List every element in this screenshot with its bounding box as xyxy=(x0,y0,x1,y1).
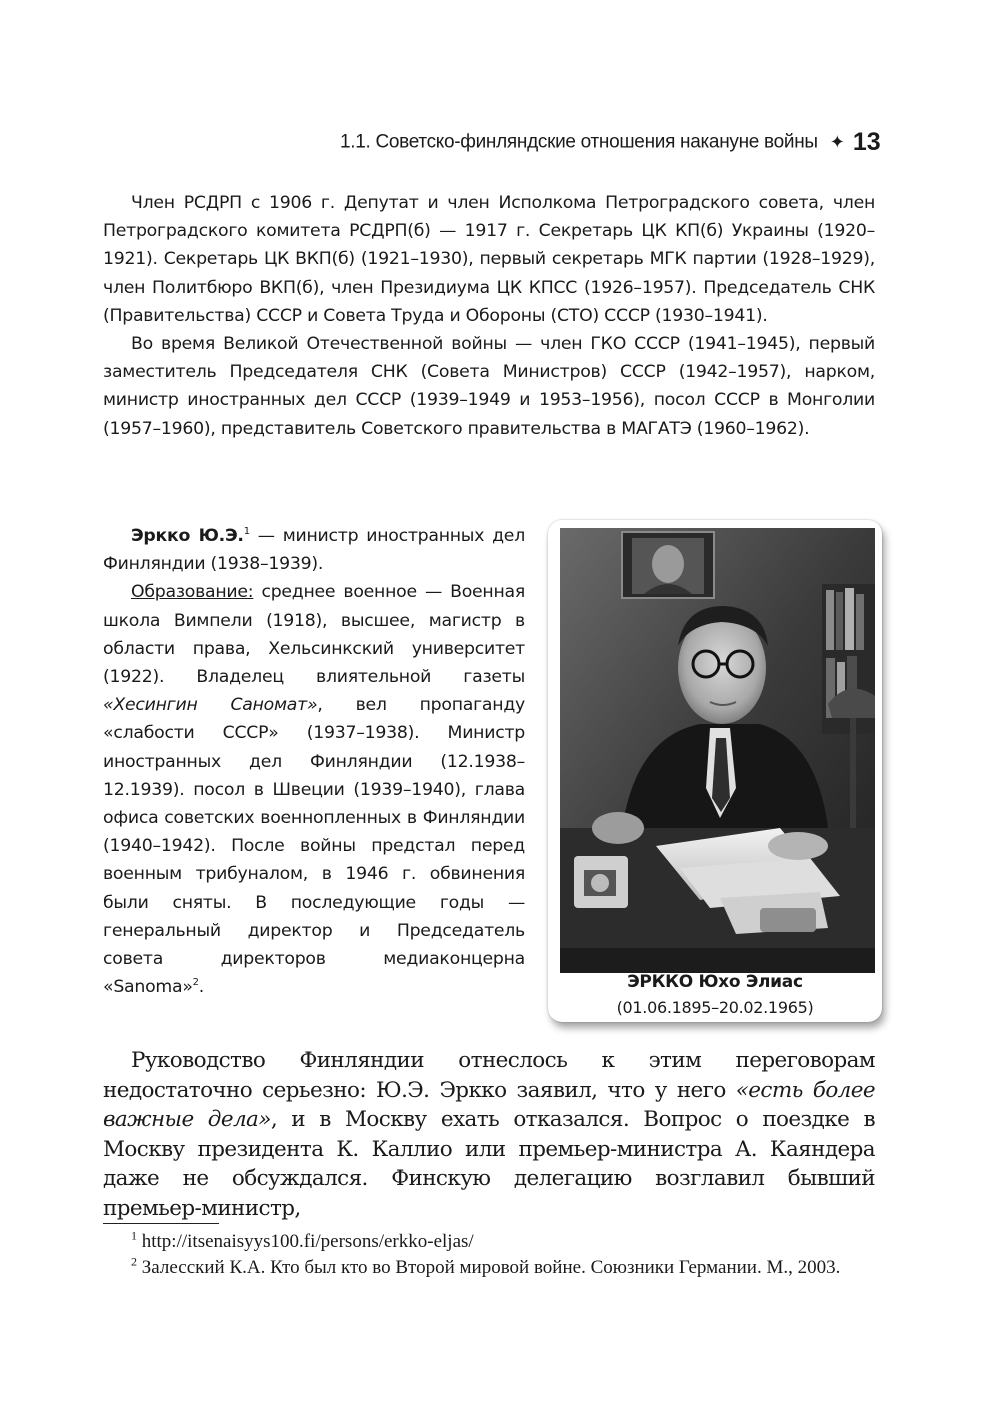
main-text: Руководство Финляндии отнеслось к этим переговорам недостаточно серьезно: Ю.Э. Эркко заявил, что у него xyxy=(103,1048,875,1103)
molotov-biography xyxy=(103,189,875,443)
footnote-divider xyxy=(103,1223,219,1224)
footnote xyxy=(103,1229,875,1255)
newspaper-name: «Хесингин Саномат» xyxy=(103,695,318,716)
footnote-number: 1 xyxy=(131,1228,137,1243)
erkko-role: — министр иностранных дел Финляндии (1938–1939). xyxy=(103,526,525,575)
portrait-card xyxy=(548,520,882,1022)
footnote-number: 2 xyxy=(131,1254,137,1269)
main-paragraph xyxy=(103,1046,875,1223)
education-label: Образование: xyxy=(131,582,254,603)
erkko-text-end: . xyxy=(198,977,205,998)
erkko-text: среднее военное — Военная школа Вимпели (1918), высшее, магистр в области права, Хельсинкский университет (1922). Владелец влиятельной газеты xyxy=(103,582,525,688)
photo-caption-name: ЭРККО Юхо Элиас xyxy=(627,972,803,992)
main-text: , и в Москву ехать отказался. Вопрос о поездке в Москву президента К. Каллио или премьер-министра А. Каяндера даже не обсуждался. Финскую делегацию возглавил бывший премьер-министр, xyxy=(103,1107,875,1221)
footnote-text: Залесский К.А. Кто был кто во Второй мировой войне. Союзники Германии. М., 2003. xyxy=(137,1257,841,1278)
erkko-biography xyxy=(103,522,525,1001)
running-header xyxy=(340,128,881,162)
bio-paragraph: Во время Великой Отечественной войны — член ГКО СССР (1941–1945), первый заместитель Председателя СНК (Совета Министров) СССР (1942–1957), нарком, министр иностранных дел СССР (1939–1949 и 1953–1956), посол СССР в Монголии (1957–1960), представитель Советского правительства в МАГАТЭ (1960–1962). xyxy=(103,334,875,439)
footnotes xyxy=(103,1229,875,1281)
erkko-intro xyxy=(103,522,525,578)
bio-paragraph: Член РСДРП с 1906 г. Депутат и член Исполкома Петроградского совета, член Петроградского комитета РСДРП(б) — 1917 г. Секретарь ЦК КП(б) Украины (1920–1921). Секретарь ЦК ВКП(б) (1921–1930), первый секретарь МГК партии (1928–1929), член Политбюро ВКП(б), член Президиума ЦК КПСС (1926–1957). Председатель СНК (Правительства) СССР и Совета Труда и Обороны (СТО) СССР (1930–1941). xyxy=(103,193,875,326)
footnote xyxy=(103,1255,875,1281)
quote: «есть более важные дела» xyxy=(103,1077,875,1132)
footnote-link[interactable]: http://itsenaisyys100.fi/persons/erkko-eljas/ xyxy=(137,1231,474,1252)
footnote-ref: 1 xyxy=(243,526,250,538)
erkko-details xyxy=(103,578,525,1001)
erkko-name: Эркко Ю.Э. xyxy=(131,526,244,546)
chapter-title: 1.1. Советско-финляндские отношения накануне войны xyxy=(340,131,818,153)
footnote-ref: 2 xyxy=(192,977,199,989)
erkko-portrait-photo xyxy=(560,528,875,973)
photo-caption-dates: (01.06.1895–20.02.1965) xyxy=(616,998,814,1017)
page-number: 13 xyxy=(852,128,881,156)
erkko-text: , вел пропаганду «слабости СССР» (1937–1938). Министр иностранных дел Финляндии (12.1938–12.1939). посол в Швеции (1939–1940), глава офиса советских военнопленных в Финляндии (1940–1942). После войны предстал перед военным трибуналом, в 1946 г. обвинения были сняты. В последующие годы — генеральный директор и Председатель совета директоров медиаконцерна «Sanoma» xyxy=(103,695,525,998)
star-separator-icon: ✦ xyxy=(829,132,845,153)
